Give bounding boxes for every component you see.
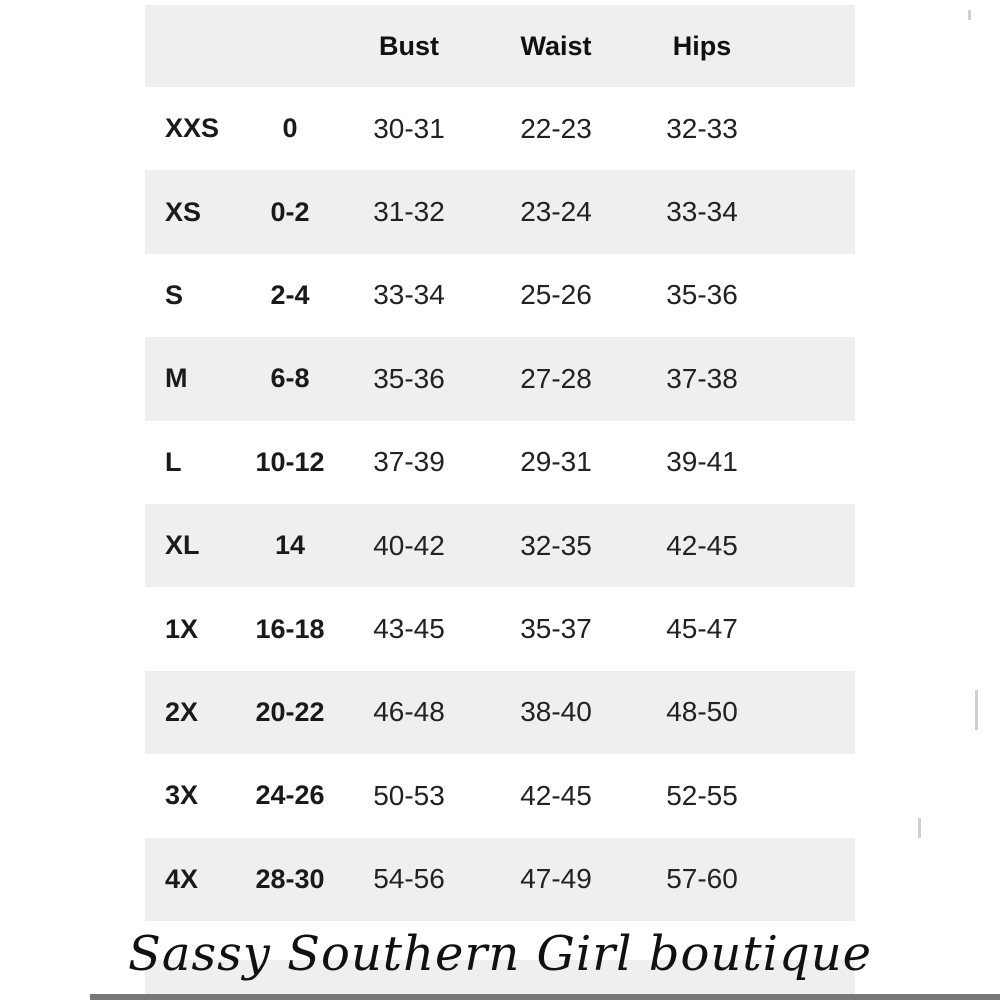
cell-bust: 46-48 <box>373 696 445 728</box>
table-row <box>145 170 855 253</box>
size-rows <box>145 87 855 921</box>
cell-size: XS <box>165 196 202 227</box>
cell-hips: 32-33 <box>666 112 738 144</box>
cell-number: 14 <box>274 530 306 561</box>
cell-waist: 35-37 <box>520 613 592 645</box>
cell-hips: 48-50 <box>666 696 738 728</box>
header-hips: Hips <box>672 31 732 61</box>
cell-number: 10-12 <box>255 446 325 477</box>
cell-waist: 32-35 <box>520 529 592 561</box>
cell-size: M <box>165 363 188 394</box>
header-bust: Bust <box>379 31 439 61</box>
cell-hips: 45-47 <box>666 613 738 645</box>
cell-size: L <box>165 446 182 477</box>
cell-bust: 35-36 <box>373 362 445 394</box>
cell-number: 16-18 <box>255 613 325 644</box>
cell-hips: 37-38 <box>666 362 738 394</box>
header-row <box>145 5 855 87</box>
cell-hips: 42-45 <box>666 529 738 561</box>
table-row <box>145 754 855 837</box>
cell-waist: 38-40 <box>520 696 592 728</box>
bottom-divider <box>90 994 1000 1000</box>
cell-hips: 39-41 <box>666 446 738 478</box>
table-row <box>145 254 855 337</box>
cell-waist: 42-45 <box>520 779 592 811</box>
cell-number: 28-30 <box>255 863 325 894</box>
cell-number: 0-2 <box>270 196 310 227</box>
cell-bust: 54-56 <box>373 863 445 895</box>
edge-mark <box>918 818 921 838</box>
cell-bust: 50-53 <box>373 779 445 811</box>
cell-waist: 22-23 <box>520 112 592 144</box>
cell-bust: 33-34 <box>373 279 445 311</box>
cell-waist: 23-24 <box>520 196 592 228</box>
table-row <box>145 838 855 921</box>
cell-size: 4X <box>165 863 199 894</box>
cell-hips: 57-60 <box>666 863 738 895</box>
table-row <box>145 504 855 587</box>
cell-waist: 29-31 <box>520 446 592 478</box>
edge-mark <box>975 690 978 730</box>
cell-waist: 25-26 <box>520 279 592 311</box>
cell-number: 6-8 <box>270 363 310 394</box>
cell-size: S <box>165 279 184 310</box>
cell-hips: 33-34 <box>666 196 738 228</box>
brand-signature: Sassy Southern Girl boutique <box>127 926 873 982</box>
table-row <box>145 421 855 504</box>
cell-hips: 35-36 <box>666 279 738 311</box>
table-row <box>145 337 855 420</box>
cell-waist: 27-28 <box>520 362 592 394</box>
cell-bust: 30-31 <box>373 112 445 144</box>
size-chart <box>145 5 855 921</box>
cell-size: XXS <box>165 113 220 144</box>
table-row <box>145 87 855 170</box>
table-row <box>145 671 855 754</box>
cell-number: 0 <box>282 113 298 144</box>
cell-bust: 37-39 <box>373 446 445 478</box>
cell-hips: 52-55 <box>666 779 738 811</box>
cell-bust: 40-42 <box>373 529 445 561</box>
cell-bust: 31-32 <box>373 196 445 228</box>
cell-size: 1X <box>165 613 199 644</box>
cell-size: 2X <box>165 696 199 727</box>
edge-mark <box>968 10 971 20</box>
cell-number: 20-22 <box>255 696 325 727</box>
table-row <box>145 587 855 670</box>
cell-waist: 47-49 <box>520 863 592 895</box>
cell-number: 2-4 <box>270 279 310 310</box>
cell-number: 24-26 <box>255 780 325 811</box>
header-waist: Waist <box>520 31 592 61</box>
cell-size: XL <box>165 530 200 561</box>
cell-size: 3X <box>165 780 199 811</box>
cell-bust: 43-45 <box>373 613 445 645</box>
